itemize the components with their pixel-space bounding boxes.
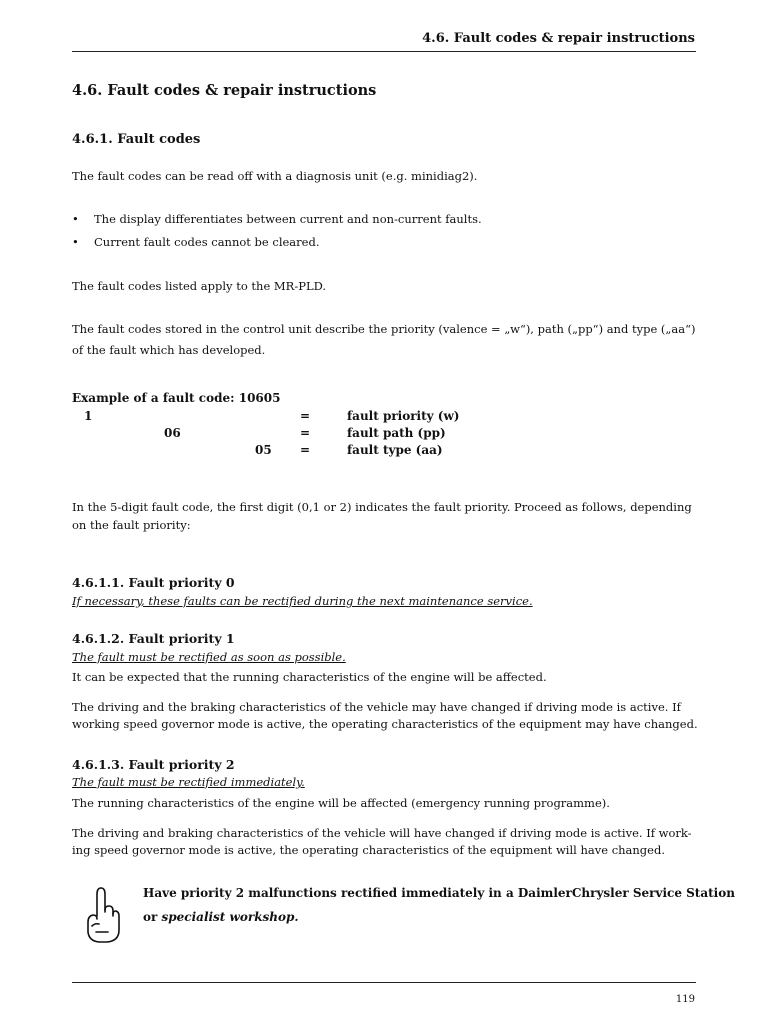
- bullet-icon: •: [72, 212, 79, 226]
- header-rule: [72, 51, 696, 52]
- example-equals: =: [300, 409, 311, 423]
- footer-rule: [72, 982, 696, 983]
- priority-2-title: 4.6.1.3. Fault priority 2: [72, 757, 235, 772]
- priority-2-paragraph-2-line1: The driving and braking characteristics of the vehicle will have changed if driving mode is active. If work-: [72, 826, 692, 840]
- priority-0-instruction: If necessary, these faults can be rectified during the next maintenance service.: [72, 594, 533, 608]
- note-prefix: or: [143, 910, 162, 924]
- example-code-path: 06: [164, 426, 181, 440]
- bullet-item: [72, 235, 320, 249]
- digit-paragraph-line2: on the fault priority:: [72, 518, 191, 532]
- priority-1-paragraph-2-line2: working speed governor mode is active, the operating characteristics of the equipment may have changed.: [72, 717, 698, 731]
- bullet-text: The display differentiates between current and non-current faults.: [94, 212, 482, 226]
- priority-1-paragraph: It can be expected that the running characteristics of the engine will be affected.: [72, 670, 547, 684]
- priority-1-title: 4.6.1.2. Fault priority 1: [72, 631, 235, 646]
- bullet-icon: •: [72, 235, 79, 249]
- subsection-title: 4.6.1. Fault codes: [72, 132, 201, 147]
- priority-1-paragraph-2-line1: The driving and the braking characteristics of the vehicle may have changed if driving mode is active. If: [72, 700, 681, 714]
- stored-paragraph-line2: of the fault which has developed.: [72, 343, 266, 357]
- priority-2-instruction: The fault must be rectified immediately.: [72, 775, 305, 789]
- example-code-type: 05: [255, 443, 272, 457]
- example-title: Example of a fault code: 10605: [72, 391, 281, 405]
- note-line2: [143, 910, 299, 924]
- applies-paragraph: The fault codes listed apply to the MR-PLD.: [72, 279, 327, 293]
- priority-0-title: 4.6.1.1. Fault priority 0: [72, 575, 235, 590]
- pointing-hand-icon: [82, 886, 122, 946]
- digit-paragraph-line1: In the 5-digit fault code, the first digit (0,1 or 2) indicates the fault priority. Proceed as follows, depending: [72, 500, 692, 514]
- priority-2-paragraph-2-line2: ing speed governor mode is active, the operating characteristics of the equipment will have changed.: [72, 843, 665, 857]
- priority-2-paragraph: The running characteristics of the engine will be affected (emergency running programme).: [72, 796, 610, 810]
- bullet-item: [72, 212, 482, 226]
- example-desc-priority: fault priority (w): [347, 409, 460, 423]
- stored-paragraph-line1: The fault codes stored in the control unit describe the priority (valence = „w“), path („pp“) and type („aa“): [72, 322, 696, 336]
- bullet-text: Current fault codes cannot be cleared.: [94, 235, 320, 249]
- section-title: 4.6. Fault codes & repair instructions: [72, 82, 377, 99]
- example-code-priority: 1: [84, 409, 93, 423]
- example-desc-type: fault type (aa): [347, 443, 443, 457]
- example-equals: =: [300, 426, 311, 440]
- running-header-title: 4.6. Fault codes & repair instructions: [422, 31, 695, 46]
- page-number: 119: [675, 994, 695, 1005]
- note-italic: specialist workshop.: [161, 910, 299, 924]
- example-desc-path: fault path (pp): [347, 426, 446, 440]
- note-line1: Have priority 2 malfunctions rectified immediately in a DaimlerChrysler Service Station: [143, 886, 735, 900]
- example-equals: =: [300, 443, 311, 457]
- intro-paragraph: The fault codes can be read off with a diagnosis unit (e.g. minidiag2).: [72, 169, 478, 183]
- priority-1-instruction: The fault must be rectified as soon as possible.: [72, 650, 346, 664]
